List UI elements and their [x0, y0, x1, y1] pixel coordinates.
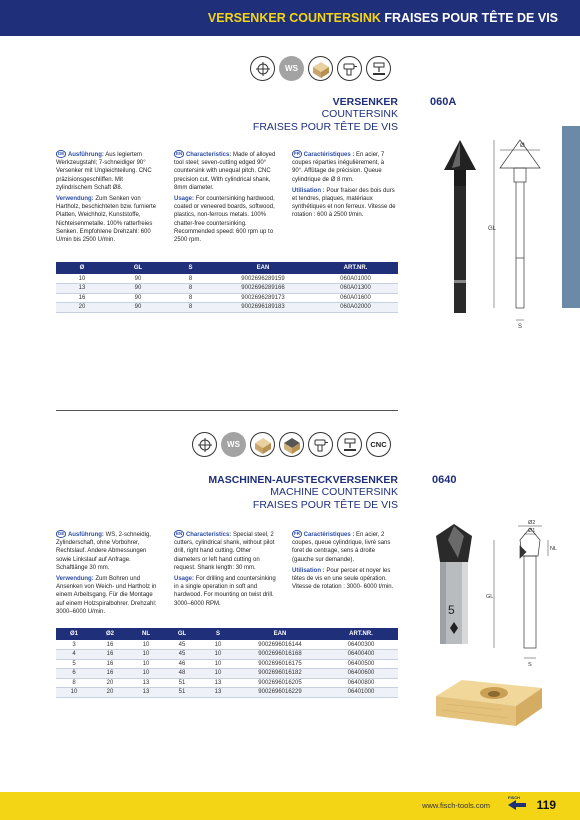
crosshair-icon	[192, 432, 217, 457]
dim-label-gl: GL	[488, 226, 497, 232]
table-cell: 48	[164, 669, 200, 679]
table-cell: 20	[92, 678, 128, 688]
exec-label: Characteristics:	[185, 152, 232, 158]
table-cell: 16	[92, 669, 128, 679]
fisch-logo	[508, 795, 526, 811]
use-label: Usage:	[174, 196, 195, 203]
table-cell: 4	[56, 650, 92, 660]
lang-badge-fr: FR	[294, 531, 300, 536]
exec-text: En acier, 7 coupes réparties inégulièrement, à 90°. Affûtage de précision. Queue cylindrique de Ø 8 mm.	[292, 152, 385, 183]
table-row	[56, 284, 398, 294]
table-row	[56, 650, 398, 660]
drill-press-icon	[366, 56, 391, 81]
product2-title-en: MACHINE COUNTERSINK	[270, 486, 398, 498]
product2-spec-table	[56, 628, 398, 698]
drill-press-icon	[337, 432, 362, 457]
table-header-row	[56, 628, 398, 640]
use-label: Utilisation :	[292, 567, 325, 574]
table-cell: 10	[128, 650, 164, 660]
table-cell: 060A01300	[313, 284, 398, 294]
table-cell: 46	[164, 659, 200, 669]
col-header: ART.NR.	[324, 628, 398, 640]
table-cell: 8	[168, 303, 213, 313]
table-cell: 45	[164, 640, 200, 650]
exec-label: Caractéristiques :	[303, 152, 355, 158]
use-text: For countersinking hardwood, coated or veneered boards, softwood, plastics, non-ferrous metals. 100% chatter-free countersinking. Recommended speed: 600 rpm up to 2500 rpm.	[174, 196, 275, 244]
table-cell: 9002696189183	[213, 303, 313, 313]
fisch-arrow-icon	[508, 800, 526, 810]
col-header: Ø2	[92, 628, 128, 640]
header-title-de: VERSENKER	[207, 11, 286, 25]
table-cell: 10	[128, 640, 164, 650]
col-header: EAN	[236, 628, 324, 640]
product1-code: 060A	[430, 96, 457, 108]
wood-material-icon	[250, 432, 275, 457]
fisch-logo-text: FISCH	[508, 795, 520, 800]
table-row	[56, 678, 398, 688]
ws-label: WS	[285, 64, 298, 73]
drill-machine-icon	[337, 56, 362, 81]
col-header: GL	[108, 262, 168, 274]
table-cell: 06400300	[324, 640, 398, 650]
drawing-outline	[520, 528, 540, 648]
exec-text: En acier, 2 coupes, queue cylindrique, livré sans foret de centrage, sens à droite (gauche sur demande).	[292, 532, 391, 563]
table-cell: 10	[200, 659, 236, 669]
coated-board-icon	[279, 432, 304, 457]
table-cell: 10	[200, 669, 236, 679]
table-cell: 90	[108, 284, 168, 294]
table-cell: 10	[128, 659, 164, 669]
dim-label-gl: GL	[486, 594, 494, 600]
table-row	[56, 303, 398, 313]
product1-desc-en	[174, 150, 278, 247]
countersink-bit-illustration	[444, 140, 476, 313]
lang-badge-fr: FR	[294, 151, 300, 156]
product1-technical-drawing	[430, 130, 550, 330]
exec-label: Ausführung:	[67, 532, 104, 538]
table-cell: 9002696016229	[236, 688, 324, 698]
table-cell: 90	[108, 274, 168, 284]
exec-label: Ausführung:	[67, 152, 104, 158]
table-cell: 9002696289166	[213, 284, 313, 294]
table-cell: 9002696289173	[213, 293, 313, 303]
use-text: Pour fraiser des bois durs et tendres, plaques, matériaux synthétiques et non ferreux. Vitesse de rotation : 600 à 2500 t/min.	[292, 187, 396, 219]
col-header: Ø	[56, 262, 108, 274]
page-number: 119	[536, 798, 556, 812]
table-row	[56, 640, 398, 650]
header-title-fr: FRAISES POUR TÊTE DE VIS	[384, 11, 558, 25]
table-cell: 13	[56, 284, 108, 294]
table-cell: 9002696016144	[236, 640, 324, 650]
table-cell: 8	[168, 274, 213, 284]
table-cell: 10	[200, 650, 236, 660]
table-cell: 9002696016175	[236, 659, 324, 669]
product2-desc-de	[56, 530, 160, 619]
table-cell: 06400500	[324, 659, 398, 669]
product1-title	[253, 96, 398, 134]
table-cell: 20	[56, 303, 108, 313]
dim-label-d2: Ø2	[528, 520, 536, 526]
table-cell: 90	[108, 293, 168, 303]
product2-code: 0640	[432, 474, 457, 486]
col-header: ART.NR.	[313, 262, 398, 274]
machine-countersink-illustration	[436, 524, 472, 644]
table-cell: 8	[168, 284, 213, 294]
footer-bar	[0, 792, 580, 820]
ws-steel-icon	[221, 432, 246, 457]
table-cell: 51	[164, 678, 200, 688]
footer-url[interactable]: www.fisch-tools.com	[422, 801, 490, 810]
table-cell: 20	[92, 688, 128, 698]
table-cell: 9002696016205	[236, 678, 324, 688]
product2-technical-drawing	[428, 518, 560, 668]
table-cell: 90	[108, 303, 168, 313]
lang-badge-en: EN	[176, 151, 183, 156]
table-cell: 8	[168, 293, 213, 303]
wood-board-illustration	[432, 676, 546, 732]
drill-machine-icon	[308, 432, 333, 457]
table-cell: 10	[200, 640, 236, 650]
table-cell: 06400400	[324, 650, 398, 660]
table-cell: 9002696016182	[236, 669, 324, 679]
product1-spec-table	[56, 262, 398, 313]
cnc-label: CNC	[370, 440, 387, 449]
ws-label: WS	[227, 440, 240, 449]
table-cell: 060A02000	[313, 303, 398, 313]
dim-label-s: S	[518, 324, 523, 330]
table-cell: 45	[164, 650, 200, 660]
product1-icon-row	[250, 56, 391, 81]
product2-icon-row	[192, 432, 391, 457]
table-cell: 06401000	[324, 688, 398, 698]
table-cell: 9002696016168	[236, 650, 324, 660]
table-cell: 5	[56, 659, 92, 669]
exec-text: Special steel, 2 cutters, cylindrical shank, without pilot drill, right hand cutting. Other diameters or left hand cutting on request. Shank length: 30 mm.	[174, 532, 275, 571]
table-cell: 060A01600	[313, 293, 398, 303]
dim-label-d1: Ø1	[528, 528, 536, 534]
wood-material-icon	[308, 56, 333, 81]
bit-size-number: 5	[448, 603, 455, 617]
use-label: Usage:	[174, 576, 195, 583]
table-cell: 16	[92, 650, 128, 660]
table-row	[56, 274, 398, 284]
lang-badge-de: DE	[58, 151, 65, 156]
product1-title-de: VERSENKER	[332, 96, 398, 108]
table-cell: 06400600	[324, 669, 398, 679]
col-header: GL	[164, 628, 200, 640]
table-cell: 10	[56, 274, 108, 284]
exec-label: Caractéristiques :	[303, 532, 355, 538]
table-cell: 10	[128, 669, 164, 679]
exec-text: Made of alloyed tool steel; seven-cutting edged 90° countersink with unequal pitch. CNC precision cut. With cylindrical shank, 8mm diameter.	[174, 152, 276, 191]
table-cell: 13	[128, 688, 164, 698]
dim-label-diameter: Ø	[520, 143, 525, 149]
header-bar	[0, 0, 580, 36]
exec-text: WS, 2-schneidig, Zylinderschaft, ohne Vorbohrer, Rechtslauf. Andere Abmessungen sowie Linkslauf auf Anfrage. Schaftlänge 30 mm.	[56, 532, 151, 571]
table-cell: 9002696289159	[213, 274, 313, 284]
side-tab	[562, 126, 580, 308]
table-cell: 060A01000	[313, 274, 398, 284]
table-cell: 16	[92, 640, 128, 650]
table-cell: 13	[200, 688, 236, 698]
table-cell: 10	[56, 688, 92, 698]
exec-label: Characteristics:	[185, 532, 232, 538]
product1-title-fr: FRAISES POUR TÊTE DE VIS	[252, 121, 398, 133]
dim-label-nl: NL	[550, 546, 558, 552]
lang-badge-en: EN	[176, 531, 183, 536]
table-row	[56, 293, 398, 303]
use-text: Zum Senken von Hartholz, beschichteten bzw. furnierte Platten, Weichholz, Kunststoffe, Nichteisenmetalle. 100% ratterfreies Senken. Empfohlene Drehzahl: 600 U/min bis 2500 U/min.	[56, 196, 157, 244]
use-label: Verwendung:	[56, 576, 94, 583]
lang-badge-de: DE	[58, 531, 65, 536]
product1-title-en: COUNTERSINK	[321, 108, 398, 120]
table-cell: 51	[164, 688, 200, 698]
use-label: Verwendung:	[56, 196, 94, 203]
col-header: S	[168, 262, 213, 274]
header-title-en: COUNTERSINK	[289, 11, 381, 25]
section-divider	[56, 410, 398, 411]
use-text: For drilling and countersinking in a single operation in soft and hardwood. For mounting on twist drill. 3000–6000 RPM.	[174, 576, 276, 607]
table-cell: 8	[56, 678, 92, 688]
table-row	[56, 688, 398, 698]
table-header-row	[56, 262, 398, 274]
use-label: Utilisation :	[292, 187, 325, 194]
drawing-outline	[500, 140, 540, 308]
dim-label-s: S	[528, 662, 532, 668]
table-cell: 6	[56, 669, 92, 679]
cnc-icon	[366, 432, 391, 457]
use-text: Zum Bohren und Ansenken von Weich- und Hartholz in einem Arbeitsgang. Für die Montage auf einem Holzspiralbohrer. Drehzahl: 3000–6000 U/min.	[56, 576, 157, 615]
table-row	[56, 659, 398, 669]
product2-title-fr: FRAISES POUR TÊTE DE VIS	[252, 499, 398, 511]
col-header: S	[200, 628, 236, 640]
use-text: Pour percer et noyer les têtes de vis en une seule opération. Vitesse de rotation : 3000- 6000 t/min.	[292, 567, 394, 591]
product2-title-de: MASCHINEN-AUFSTECKVERSENKER	[208, 474, 398, 486]
table-row	[56, 669, 398, 679]
table-cell: 16	[56, 293, 108, 303]
exec-text: Aus legiertem Werkzeugstahl; 7-schneidiger 90° Versenker mit Ungleichteilung. CNC präzisionsgeschliffen. Mit zylindrischem Schaft Ø8.	[56, 152, 152, 191]
col-header: Ø1	[56, 628, 92, 640]
table-cell: 16	[92, 659, 128, 669]
col-header: EAN	[213, 262, 313, 274]
ws-steel-icon	[279, 56, 304, 81]
table-cell: 13	[200, 678, 236, 688]
product2-desc-fr	[292, 530, 396, 594]
product2-desc-en	[174, 530, 278, 611]
product1-desc-de	[56, 150, 160, 247]
table-cell: 06400800	[324, 678, 398, 688]
crosshair-icon	[250, 56, 275, 81]
table-cell: 13	[128, 678, 164, 688]
col-header: NL	[128, 628, 164, 640]
table-cell: 3	[56, 640, 92, 650]
product2-title	[208, 474, 398, 512]
header-title	[208, 11, 558, 25]
product1-desc-fr	[292, 150, 396, 223]
